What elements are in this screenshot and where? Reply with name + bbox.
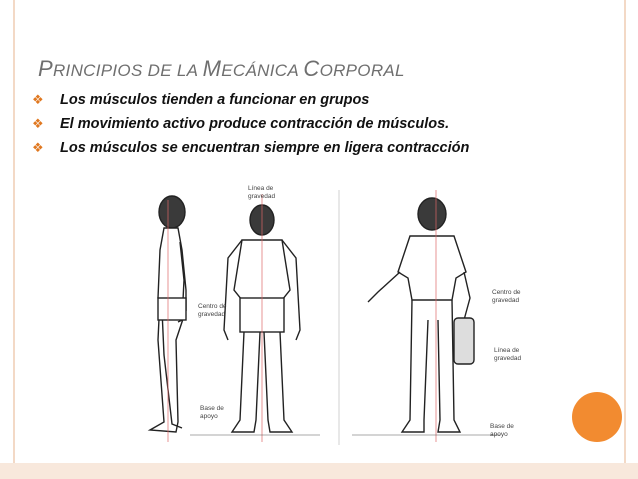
title-rest: DE (142, 61, 177, 80)
bullet-text: Los músculos se encuentran siempre en ligera contracción (60, 140, 470, 156)
title-rest: RINCIPIOS (52, 61, 143, 80)
gravity-line-label: Línea de (248, 185, 274, 192)
center-gravity-label: gravedad (492, 297, 520, 304)
gravity-line-label: gravedad (494, 355, 522, 362)
bullet-text: Los músculos tienden a funcionar en grupos (60, 92, 370, 108)
center-gravity-label: gravedad (198, 311, 226, 318)
slide-title (38, 56, 405, 82)
frame-right-line (624, 0, 626, 479)
bullet-item (32, 88, 622, 112)
diamond-bullet-icon: ❖ (32, 140, 44, 155)
title-cap: P (38, 56, 53, 81)
title-rest: ORPORAL (319, 61, 405, 80)
center-gravity-label: Centro de (198, 303, 227, 310)
woman-figure (352, 190, 500, 442)
man-side-figure (150, 196, 186, 442)
support-base-label: Base de (490, 423, 514, 430)
diamond-bullet-icon: ❖ (32, 92, 44, 107)
title-cap: C (303, 56, 320, 81)
bullet-item (32, 112, 622, 136)
support-base-label: apoyo (200, 413, 218, 420)
title-cap: M (202, 56, 222, 81)
bottom-bar (0, 463, 638, 479)
bullet-list (32, 88, 622, 160)
center-gravity-label: Centro de (492, 289, 521, 296)
bullet-item (32, 136, 622, 160)
title-rest: LA (176, 61, 203, 80)
body-mechanics-illustration (120, 180, 540, 455)
diamond-bullet-icon: ❖ (32, 116, 44, 131)
accent-circle (572, 392, 622, 442)
frame-left-line (13, 0, 15, 479)
gravity-line-label: Línea de (494, 347, 520, 354)
support-base-label: apoyo (490, 431, 508, 438)
support-base-label: Base de (200, 405, 224, 412)
bullet-text: El movimiento activo produce contracción de músculos. (60, 116, 450, 132)
title-rest: ECÁNICA (221, 61, 304, 80)
gravity-line-label: gravedad (248, 193, 276, 200)
